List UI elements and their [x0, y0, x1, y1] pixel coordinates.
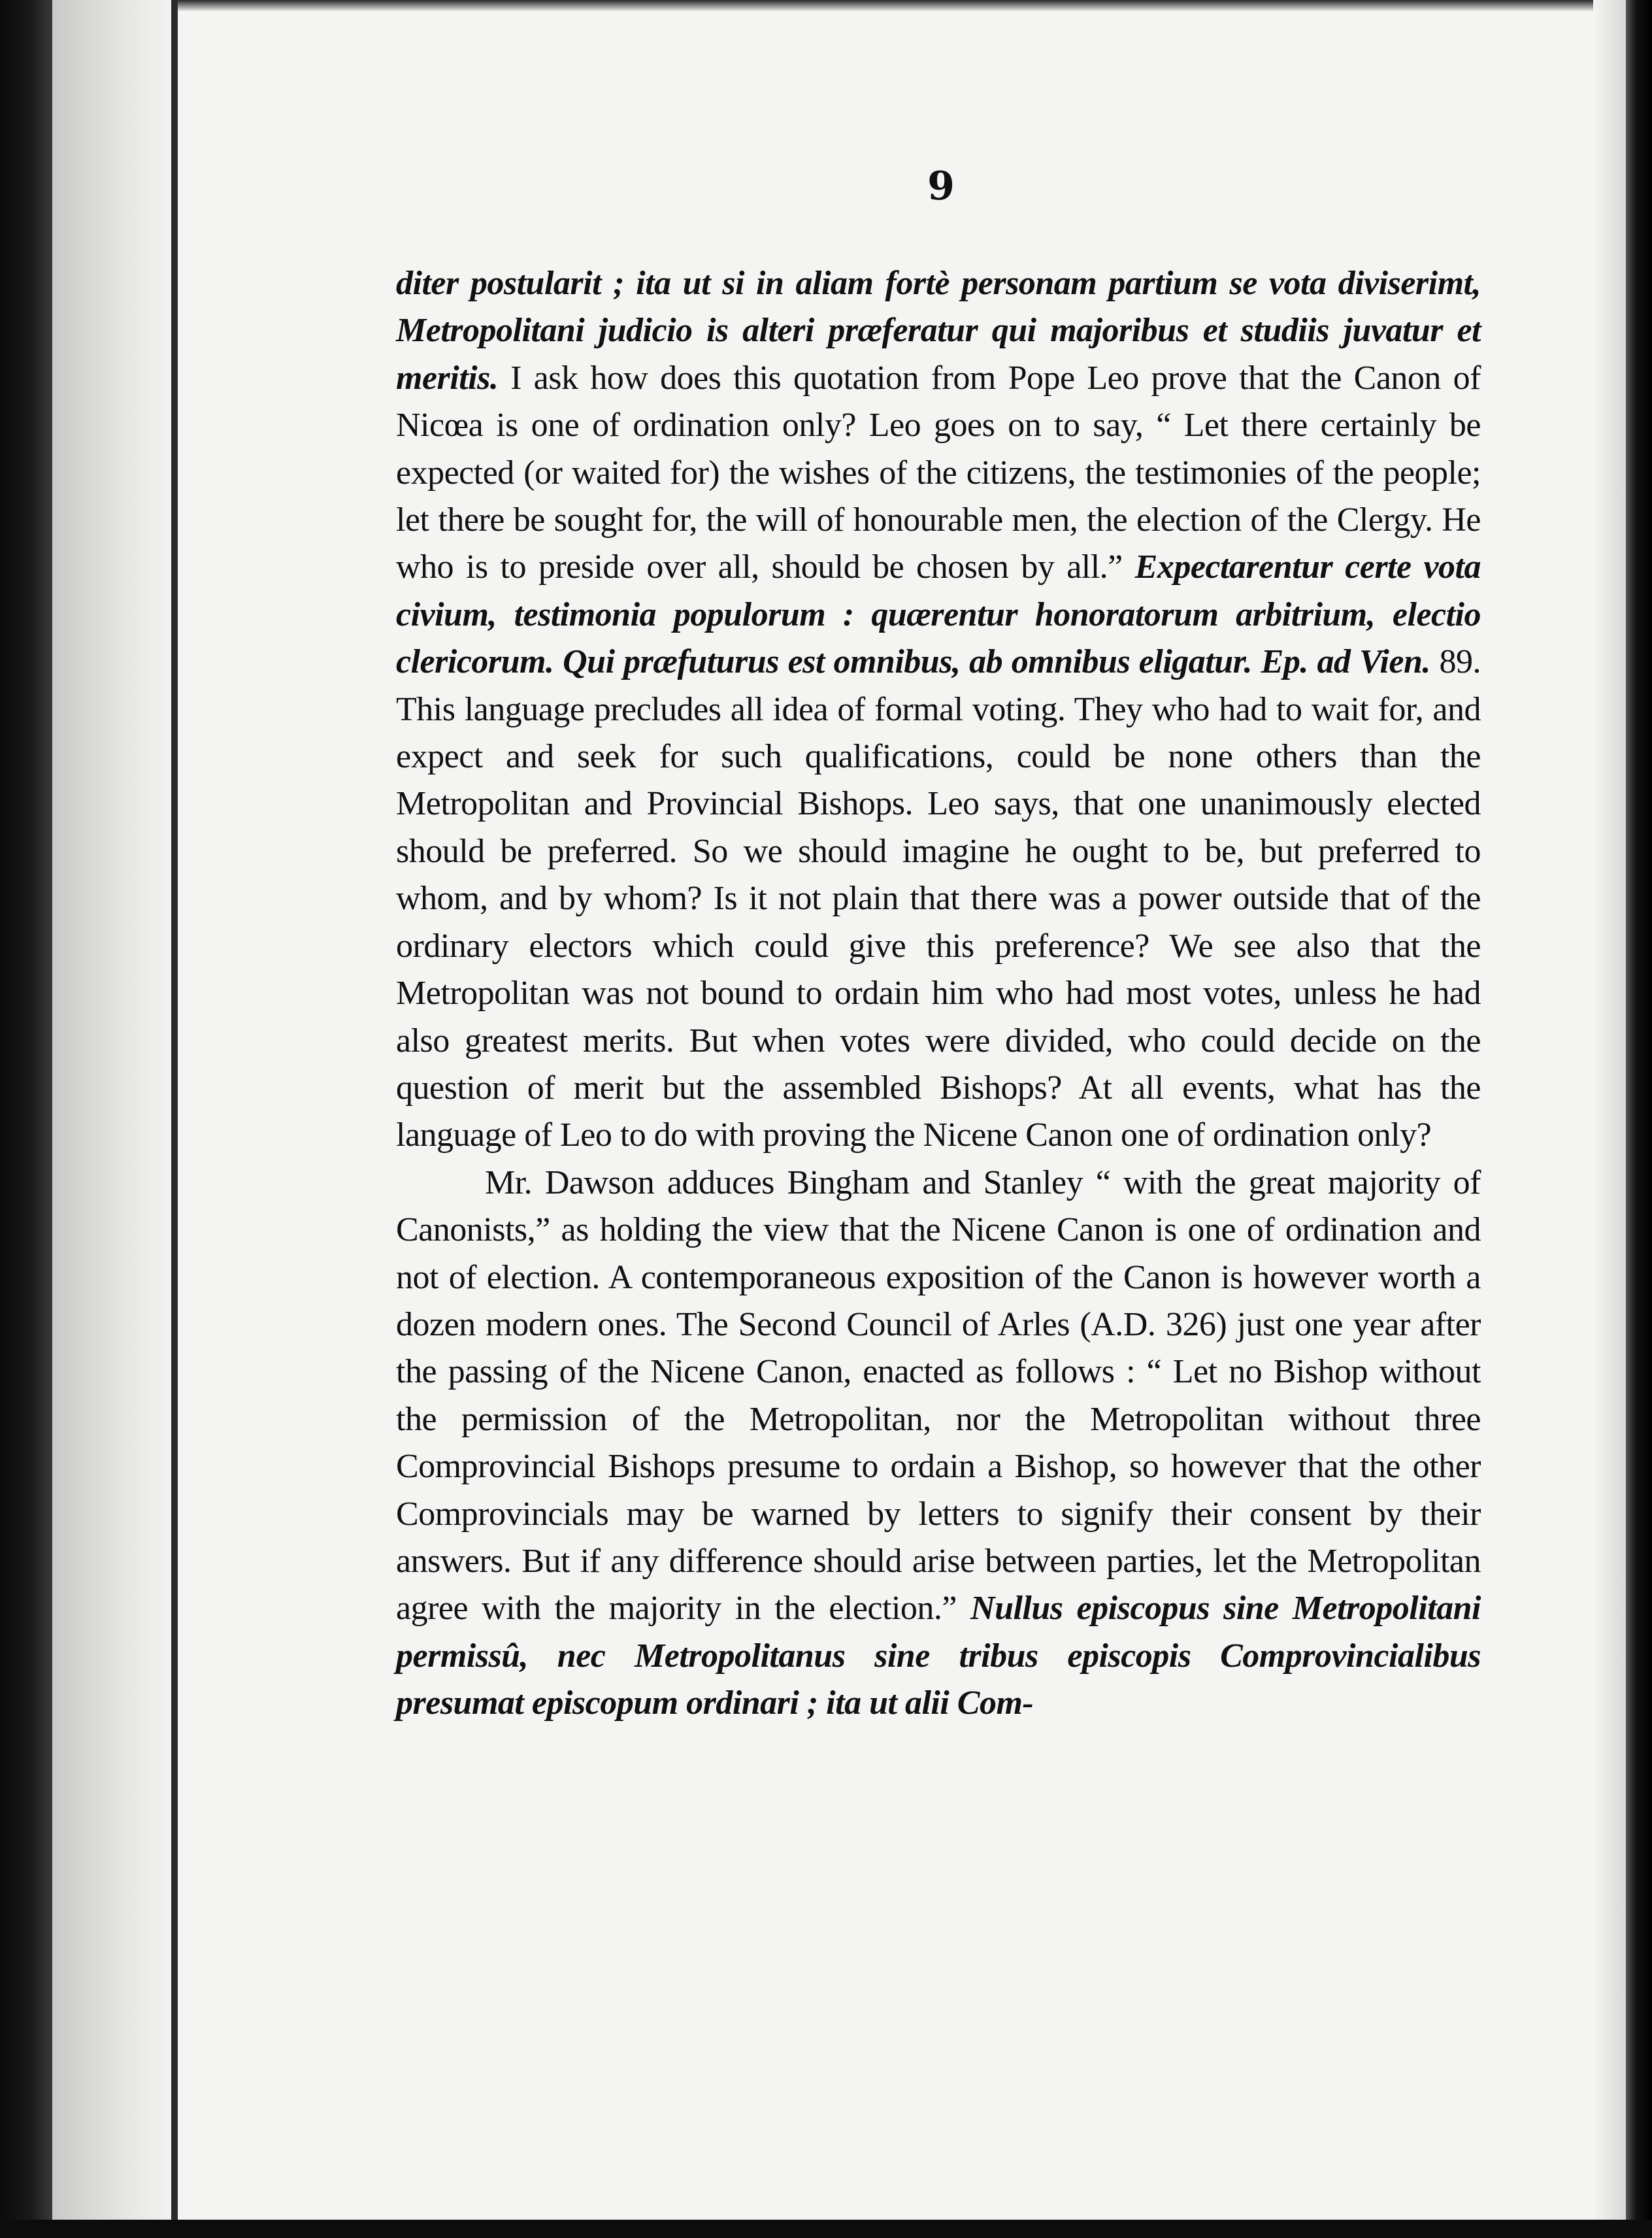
paragraph-1: [396, 260, 1481, 1160]
scan-right-edge: [1626, 0, 1652, 2238]
page-gutter-line: [171, 0, 178, 2238]
latin-quote: diter postularit ; ita ut si in aliam fortè personam partium se vota diviserimt, Metropolitani judicio is alteri præferatur qui majoribus et studiis juvatur et meritis.: [396, 265, 1481, 397]
body-run: Mr. Dawson adduces Bingham and Stanley “ with the great majority of Canonists,” as holding the view that the Nicene Canon is one of ordination and not of election. A contemporaneous exposition of the Canon is however worth a dozen modern ones. The Second Council of Arles (A.D. 326) just one year after the passing of the Nicene Canon, enacted as follows : “ Let no Bishop without the permission of the Metropolitan, nor the Metropolitan without three Comprovincial Bishops presume to ordain a Bishop, so however that the other Comprovincials may be warned by letters to signify their consent by their answers. But if any difference should arise between parties, let the Metropolitan agree with the majority in the election.”: [396, 1163, 1481, 1628]
page-number: 9: [927, 163, 955, 209]
scan-left-edge: [0, 0, 52, 2238]
body-text: [396, 260, 1481, 1728]
scan-left-shadow: [52, 0, 176, 2238]
scan-bottom-edge: [0, 2220, 1652, 2238]
body-run: I ask how does this quotation from Pope Leo prove that the Canon of Nicœa is one of ordination only? Leo goes on to say, “ Let there certainly be expected (or waited for) the wishes of the citizens, the testimonies of the people; let there be sought for, the will of honourable men, the election of the Clergy. He who is to preside over all, should be chosen by all.”: [396, 359, 1481, 586]
scan-right-shadow: [1593, 0, 1626, 2238]
scan-top-edge: [0, 0, 1652, 12]
body-run: 89. This language precludes all idea of formal voting. They who had to wait for, and expect and seek for such qualifications, could be none others than the Metropolitan and Provincial Bishops. Leo says, that one unanimously elected should be preferred. So we should imagine he ought to be, but preferred to whom, and by whom? Is it not plain that there was a power outside that of the ordinary electors which could give this preference? We see also that the Metropolitan was not bound to ordain him who had most votes, unless he had also greatest merits. But when votes were divided, who could decide on the question of merit but the assembled Bishops? At all events, what has the language of Leo to do with proving the Nicene Canon one of ordination only?: [396, 643, 1481, 1154]
latin-quote: Expectarentur certe vota civium, testimonia populorum : quærentur honoratorum arbitrium, electio clericorum. Qui præfuturus est omnibus, ab omnibus eligatur. Ep. ad Vien.: [396, 548, 1481, 681]
latin-quote: Nullus episcopus sine Metropolitani permissû, nec Metropolitanus sine tribus episcopis Comprovincialibus presumat episcopum ordinari ; ita ut alii Com-: [396, 1590, 1481, 1722]
paragraph-2: [396, 1160, 1481, 1728]
